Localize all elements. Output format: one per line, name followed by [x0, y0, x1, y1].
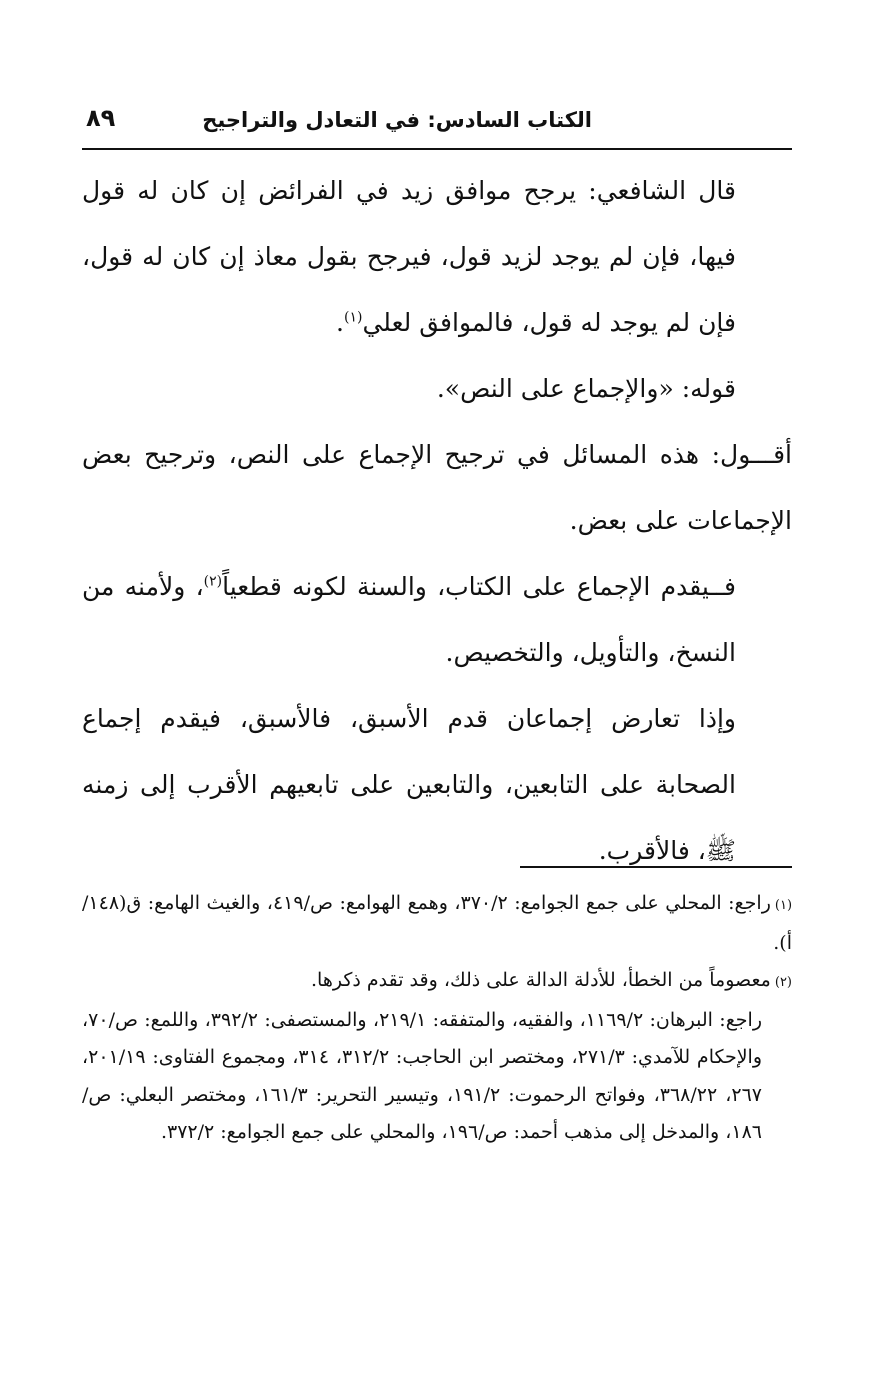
footnote-2-number: (٢)	[774, 975, 792, 990]
paragraph-ijma-conflict: وإذا تعارض إجماعان قدم الأسبق، فالأسبق، فيقدم إجماع الصحابة على التابعين، والتابعين على تابعيهم الأقرب إلى زمنه ﷺ، فالأقرب.	[82, 704, 736, 865]
footnote-2-text: معصوماً من الخطأ، للأدلة الدالة على ذلك، وقد تقدم ذكرها.	[311, 969, 771, 991]
main-text	[82, 158, 792, 884]
footnotes	[82, 885, 792, 1152]
paragraph-yuqaddam-rest: ، ولأمنه من النسخ، والتأويل، والتخصيص.	[82, 572, 736, 667]
footnote-separator	[520, 866, 792, 868]
paragraph-yuqaddam	[82, 554, 792, 686]
footnote-2	[82, 962, 792, 1002]
paragraph-shafii-text: قال الشافعي: يرجح موافق زيد في الفرائض إن كان له قول فيها، فإن لم يوجد لزيد قول، فيرجح بقول معاذ إن كان له قول، فإن لم يوجد له قول، فالموافق لعلي	[82, 176, 736, 337]
paragraph-quote: قوله: «والإجماع على النص».	[436, 374, 736, 403]
paragraph-aqul: أقـــول: هذه المسائل في ترجيح الإجماع على النص، وترجيح بعض الإجماعات على بعض.	[82, 440, 792, 535]
footnote-1-number: (١)	[774, 898, 793, 913]
paragraph-yuqaddam-text: فــيقدم الإجماع على الكتاب، والسنة لكونه قطعياً	[222, 572, 736, 601]
footnote-ref-2[interactable]: (٢)	[203, 573, 223, 590]
footnote-ref-1[interactable]: (١)	[344, 309, 363, 326]
running-header	[82, 98, 792, 144]
header-title: الكتاب السادس: في التعادل والتراجيح	[202, 108, 592, 132]
book-page	[82, 0, 792, 1384]
footnote-1	[82, 885, 792, 962]
footnote-2-references: راجع: البرهان: ١١٦٩/٢، والفقيه، والمتفقه: ٢١٩/١، والمستصفى: ٣٩٢/٢، واللمع: ص/٧٠، والإحكام للآمدي: ٢٧١/٣، ومختصر ابن الحاجب: ٣١٢/٢، ٣١٤، ومجموع الفتاوى: ٢٠١/١٩، ٢٦٧، ٣٦٨/٢٢، وفواتح الرحموت: ١٩١/٢، وتيسير التحرير: ١٦١/٣، ومختصر البعلي: ص/١٨٦، والمدخل إلى مذهب أحمد: ص/١٩٦، والمحلي على جمع الجوامع: ٣٧٢/٢.	[82, 1008, 763, 1143]
paragraph-shafii-end: .	[336, 308, 344, 337]
paragraph-shafii	[82, 158, 792, 356]
page-number: ٨٩	[86, 104, 116, 132]
header-rule	[82, 148, 792, 150]
footnote-1-text: راجع: المحلي على جمع الجوامع: ٣٧٠/٢، وهمع الهوامع: ص/٤١٩، والغيث الهامع: ق(١٤٨/أ).	[82, 892, 792, 954]
